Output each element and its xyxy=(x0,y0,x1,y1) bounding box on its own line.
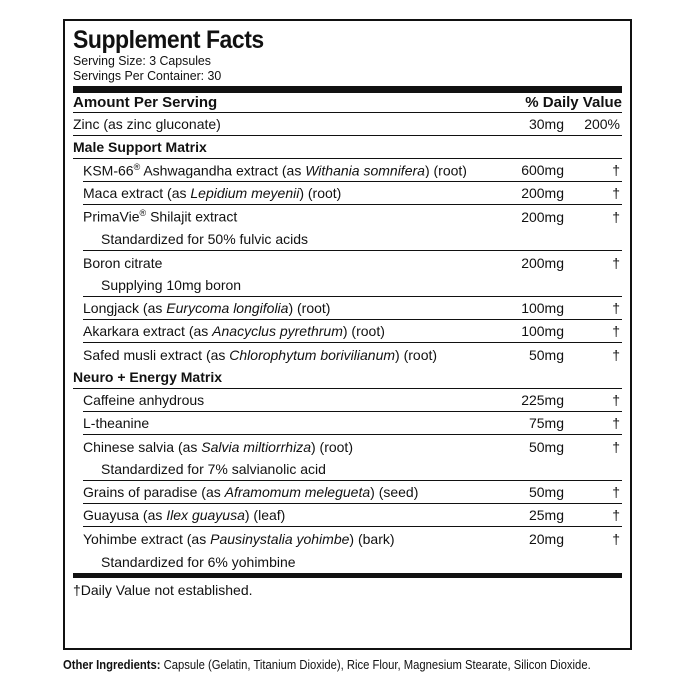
ingredient-name xyxy=(83,439,496,455)
ingredient-amount: 50mg xyxy=(528,484,564,500)
ingredient-part: ) (root) xyxy=(424,162,467,179)
other-ingredients-text: Capsule (Gelatin, Titanium Dioxide), Rice Flour, Magnesium Stearate, Silicon Dioxide. xyxy=(160,658,591,672)
ingredient-note: Standardized for 6% yohimbine xyxy=(101,553,296,570)
servings-per-container: Servings Per Container: 30 xyxy=(73,68,222,83)
ingredient-amount: 200mg xyxy=(521,185,564,201)
panel-title: Supplement Facts xyxy=(73,26,264,54)
ingredient-sub-row xyxy=(101,550,622,573)
ingredient-sub-row xyxy=(83,274,622,297)
ingredient-amount: 20mg xyxy=(528,530,564,547)
registered-mark: ® xyxy=(133,161,141,172)
ingredient-name-text: PrimaVie xyxy=(83,208,140,225)
ingredient-row xyxy=(83,320,622,343)
ingredient-name xyxy=(83,208,496,225)
ingredient-dv: † xyxy=(612,162,620,178)
ingredient-dv: † xyxy=(612,438,620,455)
latin-name: Salvia miltiorrhiza xyxy=(201,438,311,455)
nutrient-row-zinc xyxy=(73,113,622,136)
supplement-facts-panel xyxy=(63,19,632,650)
section-male-support xyxy=(73,136,622,159)
ingredient-row xyxy=(83,343,622,366)
other-ingredients-label: Other Ingredients: xyxy=(63,658,161,672)
thick-divider xyxy=(73,86,622,93)
ingredient-name xyxy=(83,507,496,523)
ingredient-name-text: Chinese salvia (as xyxy=(83,438,202,455)
ingredient-name xyxy=(83,255,496,271)
other-ingredients xyxy=(63,658,591,672)
ingredient-part: ) (bark) xyxy=(349,530,395,547)
ingredient-part: ) (leaf) xyxy=(244,507,286,523)
ingredient-amount: 50mg xyxy=(528,346,564,363)
male-support-rows xyxy=(73,159,622,366)
ingredient-row xyxy=(83,182,622,205)
ingredient-name-text: Safed musli extract (as xyxy=(83,346,230,363)
ingredient-name-text: KSM-66 xyxy=(83,162,134,179)
latin-name: Lepidium meyenii xyxy=(190,185,300,201)
ingredient-amount: 100mg xyxy=(521,300,564,316)
ingredient-part: ) (root) xyxy=(299,185,342,201)
daily-value-header: % Daily Value xyxy=(525,94,622,111)
ingredient-name-text: Grains of paradise (as xyxy=(83,484,225,500)
nutrient-dv: 200% xyxy=(584,116,620,132)
ingredient-row xyxy=(83,435,622,458)
ingredient-name-text: Akarkara extract (as xyxy=(83,323,213,339)
ingredient-name-text: Shilajit extract xyxy=(146,208,238,225)
footnote: †Daily Value not established. xyxy=(73,582,253,598)
ingredient-amount: 75mg xyxy=(528,415,564,431)
section-title: Male Support Matrix xyxy=(73,139,207,155)
ingredient-dv: † xyxy=(612,185,620,201)
nutrient-name: Zinc (as zinc gluconate) xyxy=(73,116,221,132)
ingredient-name xyxy=(83,347,496,363)
ingredient-dv: † xyxy=(612,415,620,431)
ingredient-name xyxy=(83,484,496,500)
ingredient-row xyxy=(83,481,622,504)
ingredient-name-text: L-theanine xyxy=(83,415,150,431)
ingredient-dv: † xyxy=(612,507,620,523)
ingredient-part: ) (root) xyxy=(342,323,385,339)
ingredient-dv: † xyxy=(612,254,620,271)
ingredient-part: ) (root) xyxy=(395,346,438,363)
ingredient-amount: 25mg xyxy=(528,507,564,523)
ingredient-row xyxy=(83,205,622,228)
ingredient-name xyxy=(83,162,496,179)
ingredient-note: Supplying 10mg boron xyxy=(101,277,242,293)
ingredient-row xyxy=(83,297,622,320)
ingredient-name xyxy=(83,392,496,408)
ingredient-dv: † xyxy=(612,392,620,408)
ingredient-sub-row xyxy=(83,458,622,481)
ingredient-name-text: Maca extract (as xyxy=(83,185,191,201)
ingredient-part: ) (root) xyxy=(310,438,353,455)
ingredient-dv: † xyxy=(612,484,620,500)
ingredient-dv: † xyxy=(612,323,620,339)
registered-mark: ® xyxy=(139,208,147,219)
ingredient-dv: † xyxy=(612,530,620,547)
ingredient-sub-row xyxy=(83,228,622,251)
ingredient-name xyxy=(83,415,496,431)
serving-size: Serving Size: 3 Capsules xyxy=(73,53,211,68)
latin-name: Eurycoma longifolia xyxy=(166,300,289,316)
section-neuro-energy xyxy=(73,366,622,389)
ingredient-note: Standardized for 7% salvianolic acid xyxy=(101,461,326,477)
ingredient-amount: 100mg xyxy=(521,323,564,339)
ingredient-dv: † xyxy=(612,208,620,225)
ingredient-amount: 200mg xyxy=(521,208,564,225)
column-header xyxy=(73,93,622,113)
latin-name: Aframomum melegueta xyxy=(224,484,371,500)
ingredient-note: Standardized for 50% fulvic acids xyxy=(101,231,308,247)
ingredient-row xyxy=(83,159,622,182)
latin-name: Pausinystalia yohimbe xyxy=(210,530,350,547)
ingredient-row xyxy=(83,527,622,550)
section-title: Neuro + Energy Matrix xyxy=(73,369,222,385)
ingredient-amount: 600mg xyxy=(521,162,564,178)
ingredient-dv: † xyxy=(612,300,620,316)
ingredient-amount: 225mg xyxy=(521,392,564,408)
ingredient-part: ) (root) xyxy=(288,300,331,316)
ingredient-dv: † xyxy=(612,346,620,363)
ingredient-name-text: Caffeine anhydrous xyxy=(83,392,205,408)
ingredient-name xyxy=(83,323,496,339)
ingredient-name xyxy=(83,531,496,547)
ingredient-name-text: Ashwagandha extract (as xyxy=(140,162,306,179)
latin-name: Withania somnifera xyxy=(305,162,425,179)
ingredient-row xyxy=(83,412,622,435)
ingredient-name xyxy=(83,185,496,201)
ingredient-name-text: Guayusa (as xyxy=(83,507,167,523)
ingredient-row xyxy=(83,504,622,527)
latin-name: Anacyclus pyrethrum xyxy=(212,323,343,339)
ingredient-name-text: Longjack (as xyxy=(83,300,167,316)
latin-name: Chlorophytum borivilianum xyxy=(229,346,396,363)
ingredient-name-text: Yohimbe extract (as xyxy=(83,530,211,547)
ingredient-row xyxy=(83,389,622,412)
ingredient-amount: 50mg xyxy=(528,438,564,455)
neuro-energy-rows xyxy=(73,389,622,573)
ingredient-row xyxy=(83,251,622,274)
latin-name: Ilex guayusa xyxy=(166,507,245,523)
ingredient-name-text: Boron citrate xyxy=(83,254,163,271)
nutrient-amount: 30mg xyxy=(528,116,564,132)
amount-per-serving-header: Amount Per Serving xyxy=(73,94,218,111)
ingredient-amount: 200mg xyxy=(521,254,564,271)
ingredient-name xyxy=(83,300,496,316)
ingredient-part: ) (seed) xyxy=(370,484,419,500)
